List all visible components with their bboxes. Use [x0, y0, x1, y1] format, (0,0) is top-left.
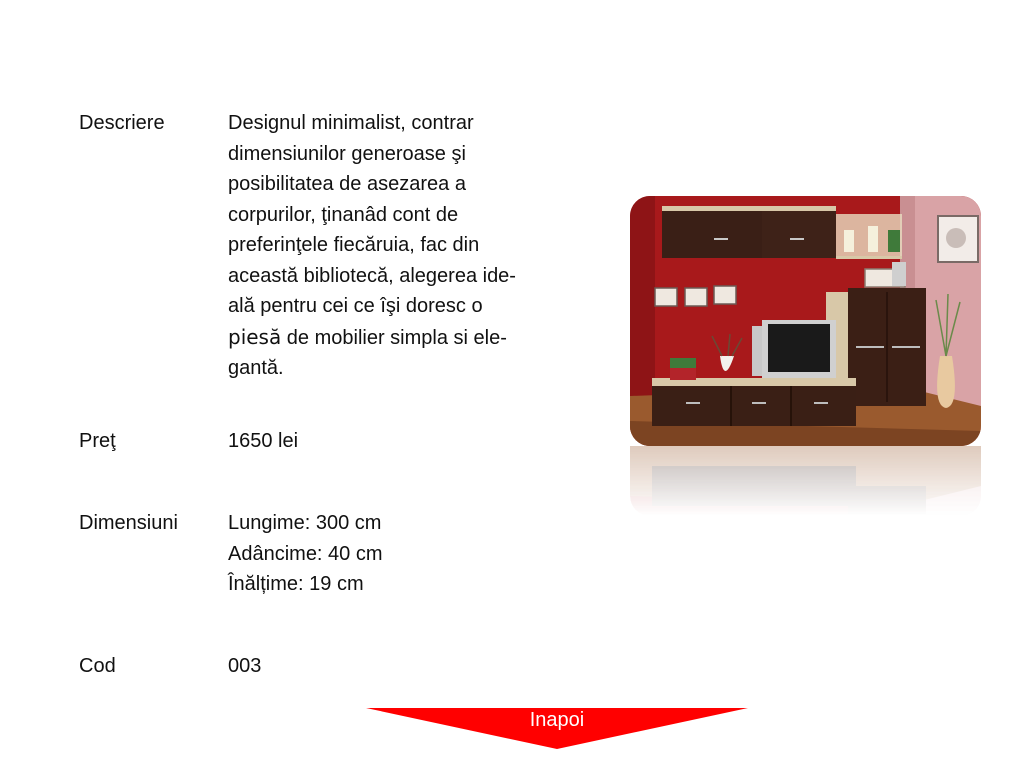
description-line: corpurilor, ţinanâd cont de	[228, 203, 459, 226]
description-line-rest: de mobilier simpla si ele-	[281, 326, 507, 349]
description-line: gantă.	[228, 357, 284, 379]
product-image-reflection	[630, 446, 981, 516]
description-word: piesă	[228, 324, 282, 349]
description-line: posibilitatea de asezarea a	[228, 173, 466, 195]
description-line: ală pentru cei ce îşi doresc o	[228, 295, 483, 317]
back-button-label: Inapoi	[529, 709, 585, 731]
code-label: Cod	[79, 655, 116, 677]
description-line: această bibliotecă, alegerea ide-	[228, 264, 516, 287]
description-line: Designul minimalist, contrar	[228, 112, 474, 134]
dimension-depth: Adâncime: 40 cm	[228, 542, 383, 565]
description-line: preferinţele fiecăruia, fac din	[228, 234, 480, 256]
description-text	[228, 108, 573, 384]
dimension-height: Înălțime: 19 cm	[228, 573, 364, 595]
description-line	[228, 322, 573, 354]
code-value: 003	[228, 655, 262, 677]
furniture-photo	[630, 196, 981, 446]
dimensions-label: Dimensiuni	[79, 512, 178, 534]
dimensions-value	[228, 508, 573, 600]
price-label: Preţ	[79, 430, 116, 452]
back-button[interactable]	[366, 706, 748, 750]
price-value: 1650 lei	[228, 430, 299, 452]
description-label: Descriere	[79, 112, 165, 134]
description-line: dimensiunilor generoase şi	[228, 142, 466, 165]
furniture-photo-reflection	[630, 446, 981, 516]
product-image	[630, 196, 981, 446]
dimension-length: Lungime: 300 cm	[228, 512, 382, 534]
